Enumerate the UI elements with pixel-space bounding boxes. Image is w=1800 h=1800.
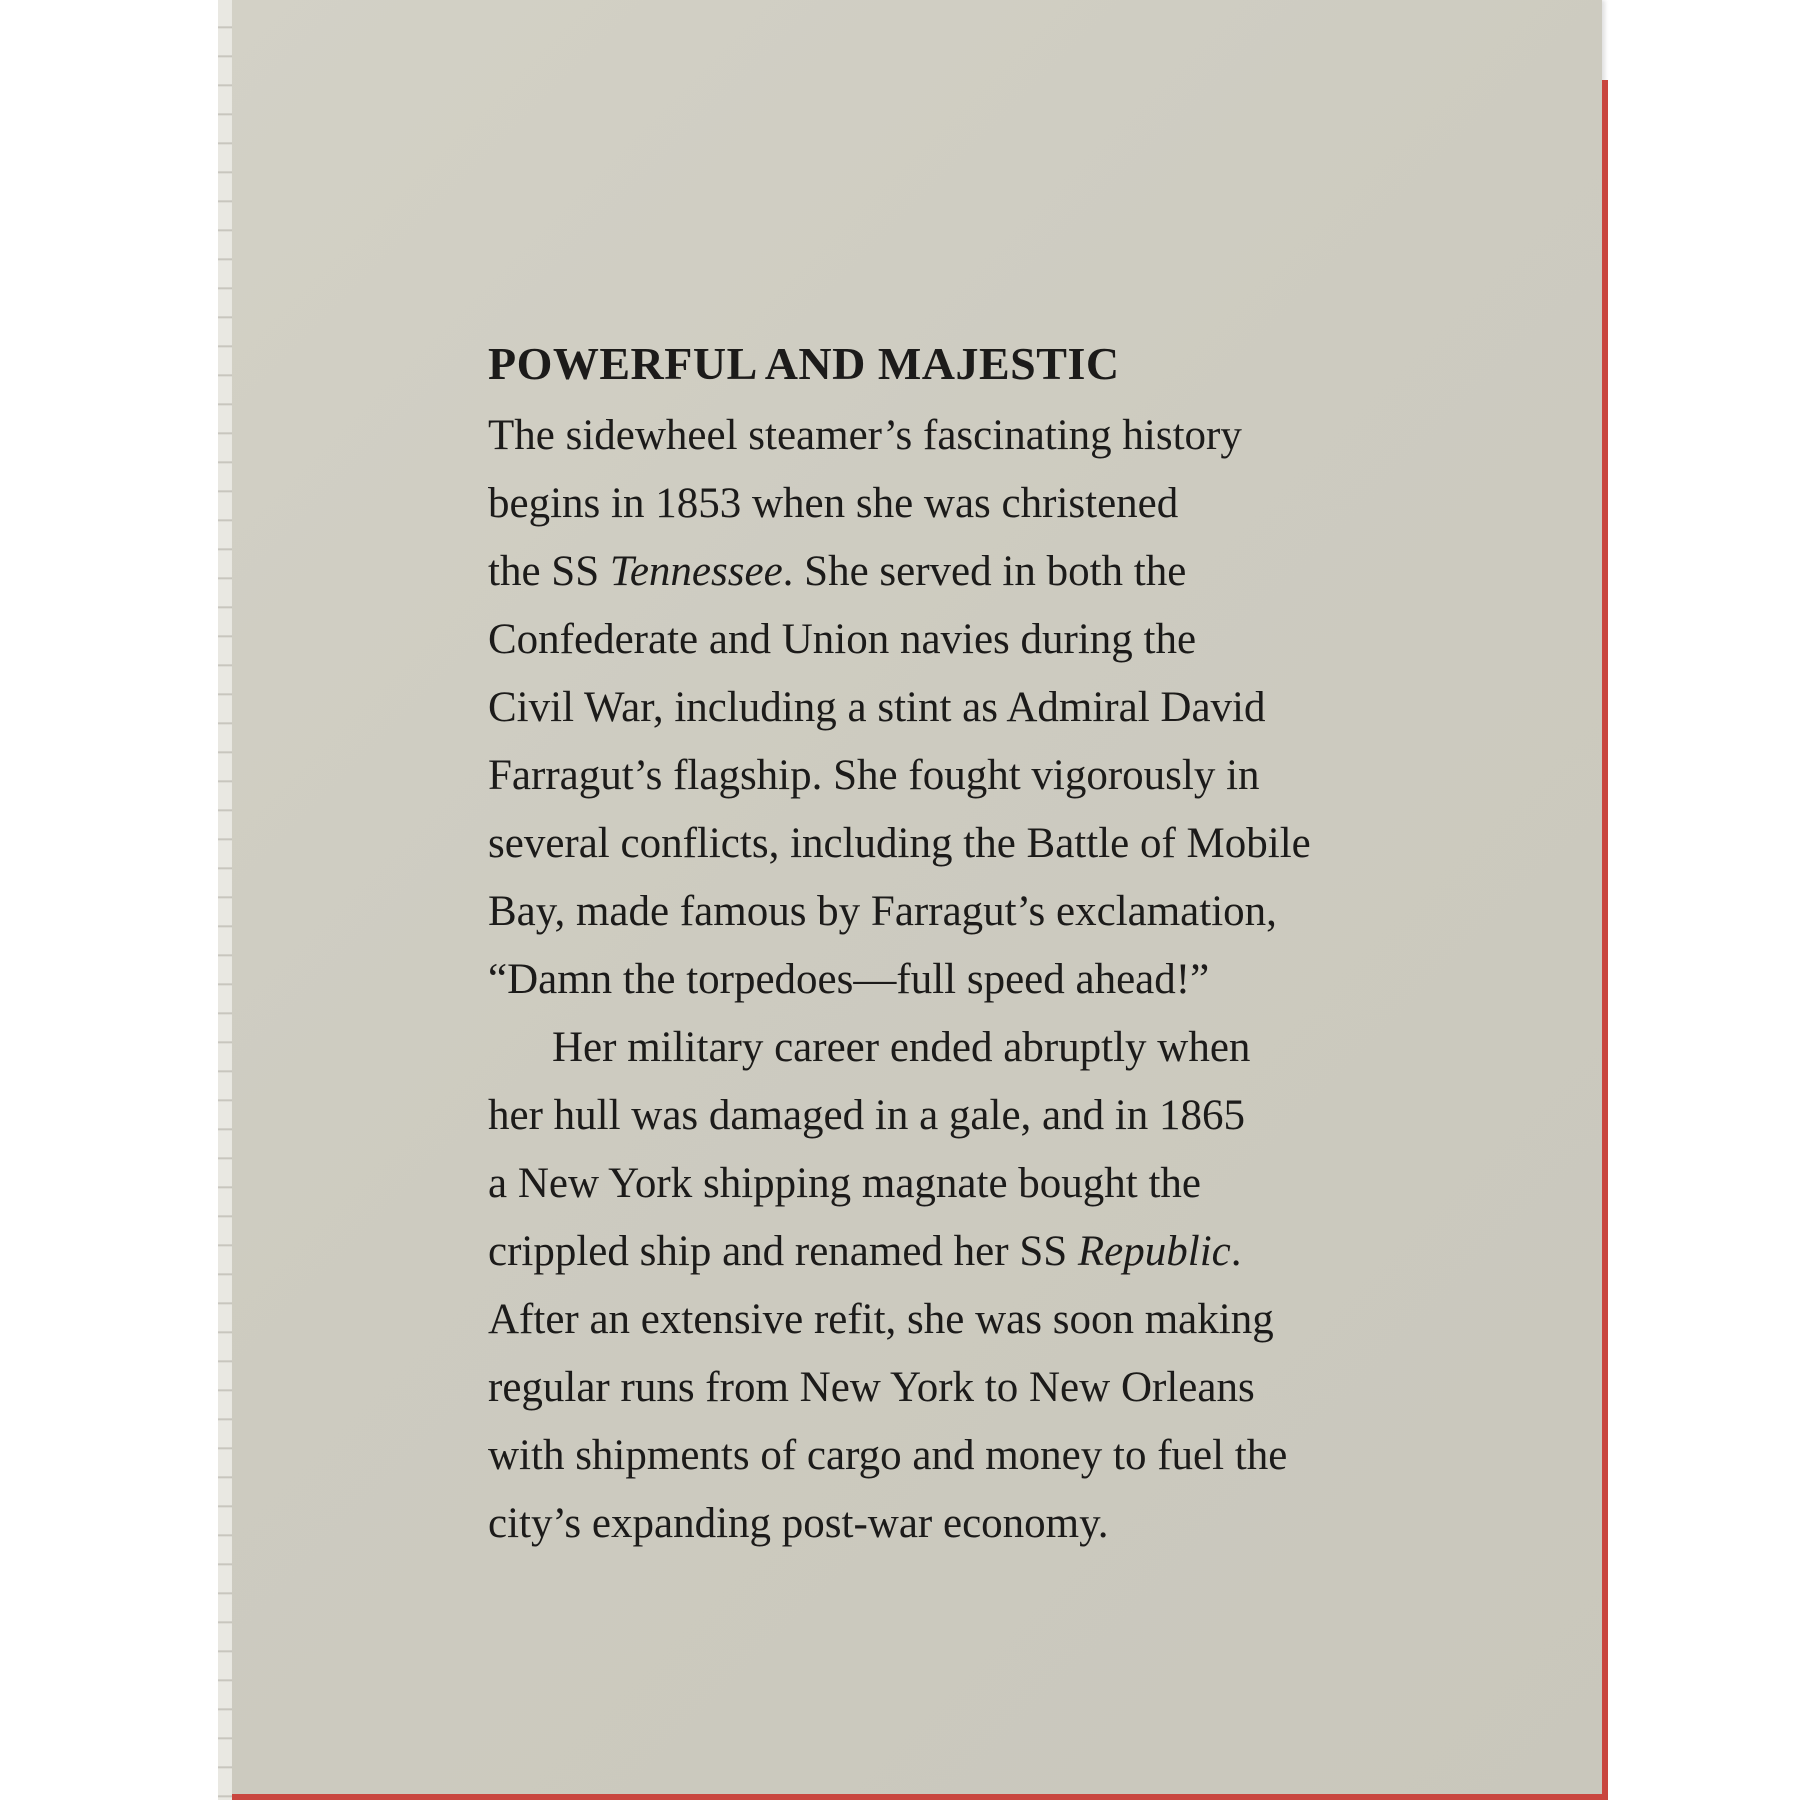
section-heading: POWERFUL AND MAJESTIC [488,338,1120,389]
text-line [488,538,1448,606]
page-stitched-edge [218,0,233,1800]
text-line: After an extensive refit, she was soon making [488,1296,1274,1343]
page-text-block [488,330,1448,1558]
text-line: begins in 1853 when she was christened [488,480,1179,527]
text-line: Civil War, including a stint as Admiral David [488,684,1266,731]
text-line: a New York shipping magnate bought the [488,1160,1202,1207]
paragraph-2 [488,1014,1448,1558]
ship-name-republic: Republic [1077,1228,1231,1275]
text-run: crippled ship and renamed her SS [488,1228,1078,1275]
text-line: with shipments of cargo and money to fuel the [488,1432,1288,1479]
text-run: the SS [488,548,610,595]
text-line: several conflicts, including the Battle of Mobile [488,820,1311,867]
text-line: Farragut’s flagship. She fought vigorously in [488,752,1260,799]
ship-name-tennessee: Tennessee [609,548,783,595]
text-line: Her military career ended abruptly when [552,1024,1251,1071]
cover-edge-bottom [232,1794,1608,1800]
text-run: . She served in both the [782,548,1187,595]
text-line: “Damn the torpedoes—full speed ahead!” [488,956,1210,1003]
paragraph-1 [488,402,1448,1014]
cover-edge-right [1602,80,1608,1800]
text-line: Confederate and Union navies during the [488,616,1197,663]
text-run: . [1230,1228,1242,1275]
text-line: city’s expanding post-war economy. [488,1500,1109,1547]
text-line: her hull was damaged in a gale, and in 1865 [488,1092,1246,1139]
text-line: regular runs from New York to New Orleans [488,1364,1255,1411]
text-line: The sidewheel steamer’s fascinating history [488,412,1242,459]
text-line: Bay, made famous by Farragut’s exclamation, [488,888,1277,935]
text-line [488,1218,1448,1286]
